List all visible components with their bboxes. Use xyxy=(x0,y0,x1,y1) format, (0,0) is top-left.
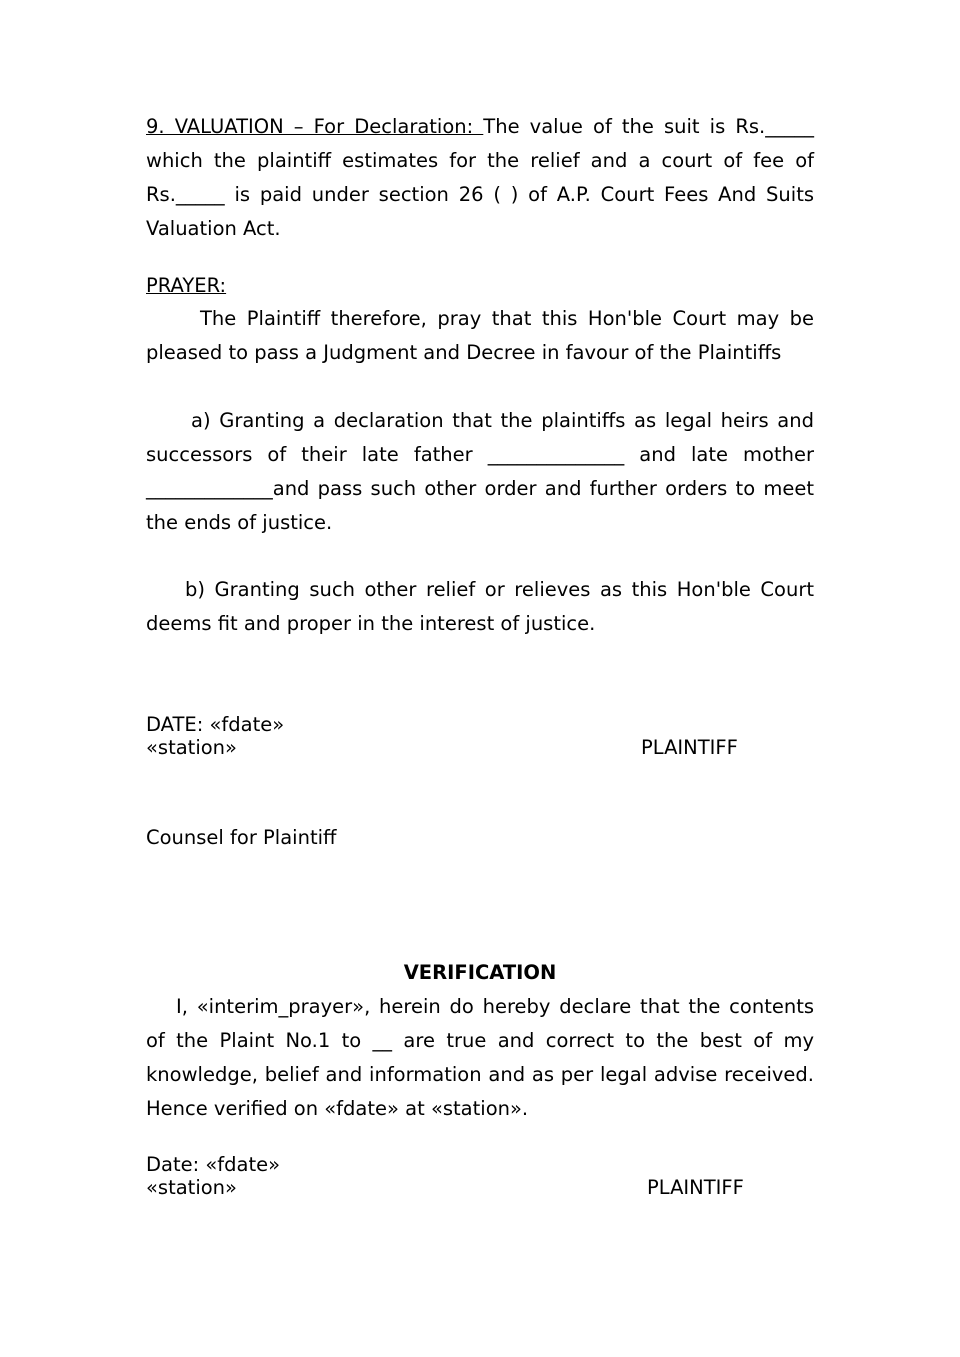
verification-text: I, «interim_prayer», herein do hereby declare that the contents of the Plaint No.1 to __ are true and correct to the best of my knowledge, belief and information and as per legal advise received. Hence verified on «fdate» at «station». xyxy=(146,995,814,1120)
verification-heading: VERIFICATION xyxy=(403,961,557,984)
signature-2-plaintiff: PLAINTIFF xyxy=(647,1176,744,1199)
prayer-intro: The Plaintiff therefore, pray that this Hon'ble Court may be pleased to pass a Judgment and Decree in favour of the Plaintiffs xyxy=(146,307,814,364)
signature-1-station: «station» xyxy=(146,736,237,759)
prayer-item-b: b) Granting such other relief or relieves as this Hon'ble Court deems fit and proper in the interest of justice. xyxy=(146,578,814,635)
valuation-text: The value of the suit is Rs._____ which the plaintiff estimates for the relief and a court of fee of Rs._____ is paid under section 26 ( ) of A.P. Court Fees And Suits Valuation Act. xyxy=(146,115,814,240)
signature-2-date: Date: «fdate» xyxy=(146,1153,281,1176)
counsel-label: Counsel for Plaintiff xyxy=(146,826,337,849)
valuation-heading: 9. VALUATION – For Declaration: xyxy=(146,115,484,138)
signature-2-station: «station» xyxy=(146,1176,237,1199)
signature-1-plaintiff: PLAINTIFF xyxy=(641,736,738,759)
signature-1-date: DATE: «fdate» xyxy=(146,713,285,736)
prayer-item-a: a) Granting a declaration that the plaintiffs as legal heirs and successors of their late father ______________ and late mother _____________and pass such other order and further orders to meet the ends of justice. xyxy=(146,409,814,534)
prayer-heading: PRAYER: xyxy=(146,274,227,297)
valuation-paragraph xyxy=(146,110,814,246)
